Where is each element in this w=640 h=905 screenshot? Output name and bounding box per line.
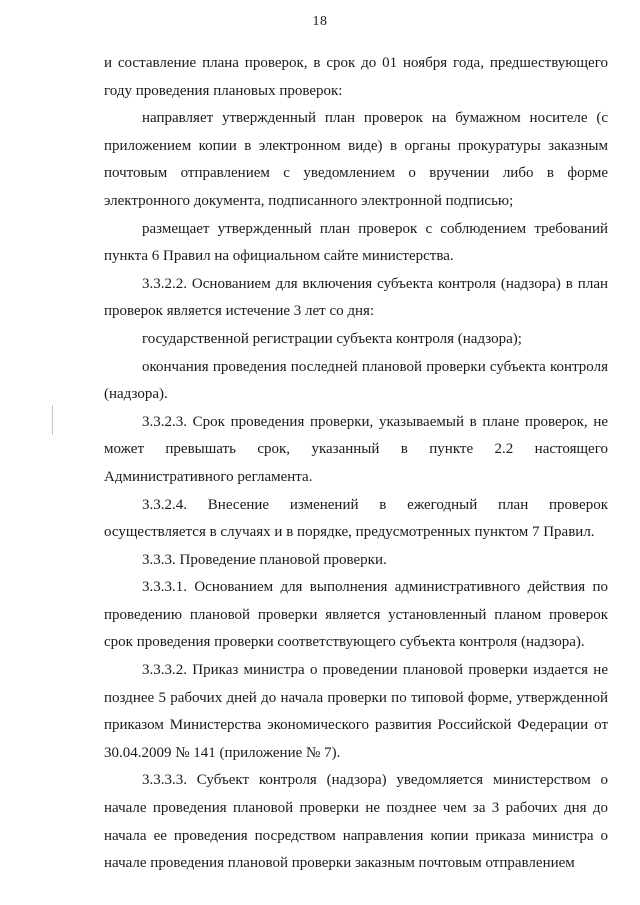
page-number: 18 (312, 14, 328, 29)
paragraph-publishes-plan: размещает утвержденный план проверок с соблюдением требований пункта 6 Правил на официальном сайте министерства. (104, 220, 608, 265)
paragraph-3-3-2-3: 3.3.2.3. Срок проведения проверки, указываемый в плане проверок, не может превышать срок, указанный в пункте 2.2 настоящего Административного регламента. (104, 413, 608, 485)
paragraph-3-3-2-2: 3.3.2.2. Основанием для включения субъекта контроля (надзора) в план проверок является истечение 3 лет со дня: (104, 275, 608, 320)
paragraph-state-registration: государственной регистрации субъекта контроля (надзора); (142, 330, 522, 347)
paragraph-3-3-3-1: 3.3.3.1. Основанием для выполнения административного действия по проведению плановой проверки является установленный планом проверок срок проведения проверки соответствующего субъекта контроля (надзора). (104, 579, 608, 651)
paragraph-last-inspection: окончания проведения последней плановой проверки субъекта контроля (надзора). (104, 358, 608, 403)
margin-mark (52, 405, 53, 435)
paragraph-3-3-3-2: 3.3.3.2. Приказ министра о проведении плановой проверки издается не позднее 5 рабочих дней до начала проверки по типовой форме, утвержденной приказом Министерства экономического развития Российской Федерации от 30.04.2009 № 141 (приложение № 7). (104, 662, 608, 761)
paragraph-3-3-2-4: 3.3.2.4. Внесение изменений в ежегодный план проверок осуществляется в случаях и в порядке, предусмотренных пунктом 7 Правил. (104, 496, 608, 541)
paragraph-continuation: и составление плана проверок, в срок до 01 ноября года, предшествующего году проведения плановых проверок: (104, 55, 608, 99)
page-body (104, 50, 608, 878)
paragraph-sends-plan: направляет утвержденный план проверок на бумажном носителе (с приложением копии в электронном виде) в органы прокуратуры заказным почтовым отправлением с уведомлением о вручении либо в форме электронного документа, подписанного электронной подписью; (104, 110, 608, 209)
paragraph-3-3-3-3: 3.3.3.3. Субъект контроля (надзора) уведомляется министерством о начале проведения плановой проверки не позднее чем за 3 рабочих дня до начала ее проведения посредством направления копии приказа министра о начале проведения плановой проверки заказным почтовым отправлением (104, 772, 608, 872)
paragraph-3-3-3: 3.3.3. Проведение плановой проверки. (142, 551, 387, 568)
